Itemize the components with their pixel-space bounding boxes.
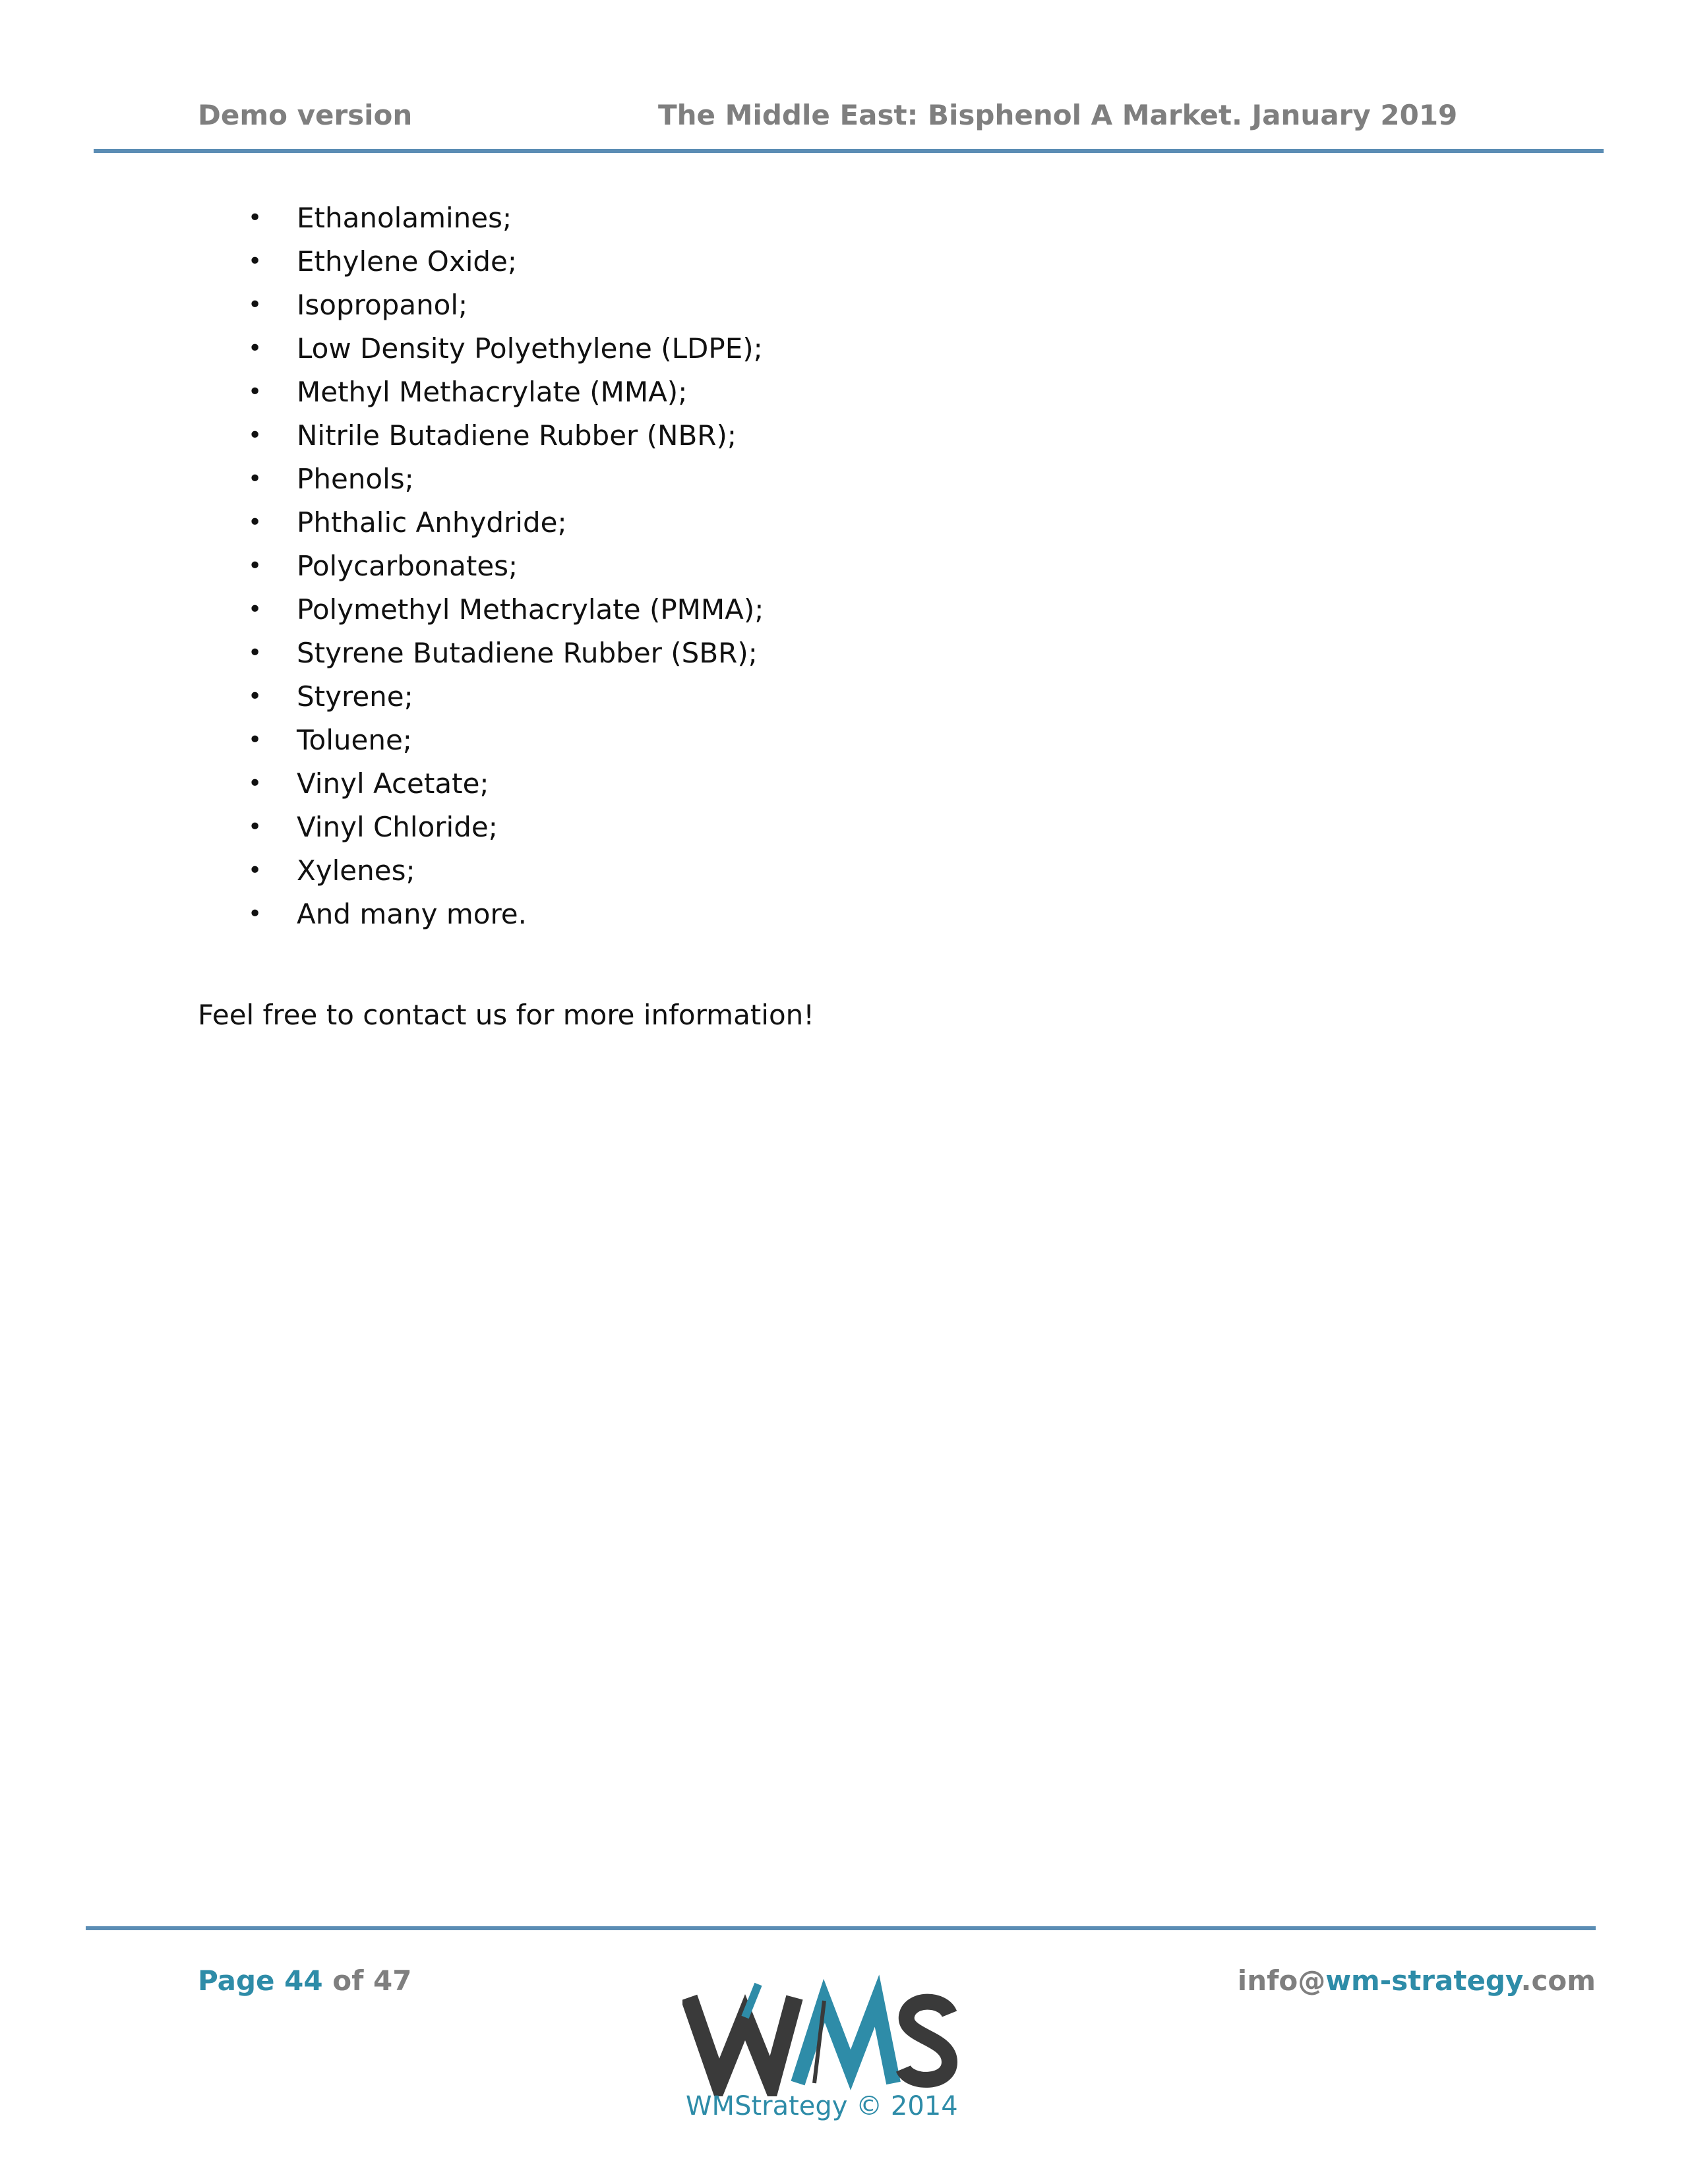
list-item bbox=[0, 893, 764, 936]
list-item bbox=[0, 414, 764, 457]
page-current: 44 bbox=[284, 1964, 323, 1997]
list-item-text: Isopropanol; bbox=[297, 289, 468, 321]
bullet-icon: • bbox=[248, 857, 262, 884]
bullet-icon: • bbox=[248, 378, 262, 405]
bullet-icon: • bbox=[248, 552, 262, 579]
logo-s-shape bbox=[903, 2002, 950, 2080]
logo-w-shape bbox=[689, 1997, 795, 2083]
email-user: info@ bbox=[1237, 1964, 1326, 1997]
bullet-icon: • bbox=[248, 770, 262, 797]
bullet-icon: • bbox=[248, 726, 262, 753]
bullet-icon: • bbox=[248, 683, 262, 710]
header-divider bbox=[94, 149, 1604, 153]
list-item bbox=[0, 588, 764, 632]
closing-paragraph: Feel free to contact us for more information! bbox=[198, 999, 815, 1031]
logo-m-shape bbox=[798, 2001, 893, 2083]
list-item bbox=[0, 501, 764, 545]
list-item bbox=[0, 240, 764, 283]
email-domain: wm-strategy bbox=[1325, 1964, 1521, 1997]
contact-email[interactable] bbox=[1238, 1964, 1596, 1997]
list-item-text: Vinyl Acetate; bbox=[297, 767, 489, 800]
list-item-text: Styrene; bbox=[297, 680, 413, 713]
bullet-icon: • bbox=[248, 204, 262, 231]
list-item bbox=[0, 806, 764, 849]
list-item bbox=[0, 545, 764, 588]
list-item-text: Ethylene Oxide; bbox=[297, 245, 518, 278]
list-item-text: Low Density Polyethylene (LDPE); bbox=[297, 332, 763, 365]
wms-logo-icon bbox=[682, 1971, 959, 2096]
bullet-icon: • bbox=[248, 248, 262, 275]
list-item bbox=[0, 719, 764, 762]
list-item bbox=[0, 762, 764, 806]
page-total: 47 bbox=[373, 1964, 412, 1997]
product-list bbox=[0, 196, 764, 936]
list-item-text: Ethanolamines; bbox=[297, 202, 512, 234]
list-item-text: Toluene; bbox=[297, 724, 412, 756]
bullet-icon: • bbox=[248, 639, 262, 666]
list-item bbox=[0, 196, 764, 240]
list-item-text: Methyl Methacrylate (MMA); bbox=[297, 376, 688, 408]
list-item-text: Vinyl Chloride; bbox=[297, 811, 498, 843]
page-prefix: Page bbox=[198, 1964, 285, 1997]
list-item bbox=[0, 283, 764, 327]
list-item bbox=[0, 849, 764, 893]
list-item-text: Nitrile Butadiene Rubber (NBR); bbox=[297, 419, 737, 452]
list-item bbox=[0, 632, 764, 675]
page-number bbox=[198, 1964, 411, 1997]
list-item bbox=[0, 675, 764, 719]
list-item-text: Phthalic Anhydride; bbox=[297, 506, 567, 539]
page-header bbox=[198, 99, 1458, 138]
list-item bbox=[0, 327, 764, 370]
list-item-text: Xylenes; bbox=[297, 854, 415, 887]
list-item-text: Phenols; bbox=[297, 463, 414, 495]
list-item-text: Polymethyl Methacrylate (PMMA); bbox=[297, 593, 764, 626]
bullet-icon: • bbox=[248, 335, 262, 362]
copyright-text: WMStrategy © 2014 bbox=[686, 2091, 958, 2121]
list-item bbox=[0, 457, 764, 501]
email-tld: .com bbox=[1521, 1964, 1596, 1997]
bullet-icon: • bbox=[248, 291, 262, 318]
list-item-text: Polycarbonates; bbox=[297, 550, 518, 582]
list-item-text: And many more. bbox=[297, 898, 527, 930]
bullet-icon: • bbox=[248, 900, 262, 928]
footer-divider bbox=[86, 1926, 1596, 1930]
bullet-icon: • bbox=[248, 422, 262, 449]
header-report-title: The Middle East: Bisphenol A Market. January 2019 bbox=[658, 99, 1458, 131]
page-separator: of bbox=[322, 1964, 373, 1997]
list-item-text: Styrene Butadiene Rubber (SBR); bbox=[297, 637, 758, 669]
bullet-icon: • bbox=[248, 509, 262, 536]
bullet-icon: • bbox=[248, 596, 262, 623]
list-item bbox=[0, 370, 764, 414]
bullet-icon: • bbox=[248, 813, 262, 841]
bullet-icon: • bbox=[248, 465, 262, 492]
header-demo-version: Demo version bbox=[198, 99, 413, 131]
